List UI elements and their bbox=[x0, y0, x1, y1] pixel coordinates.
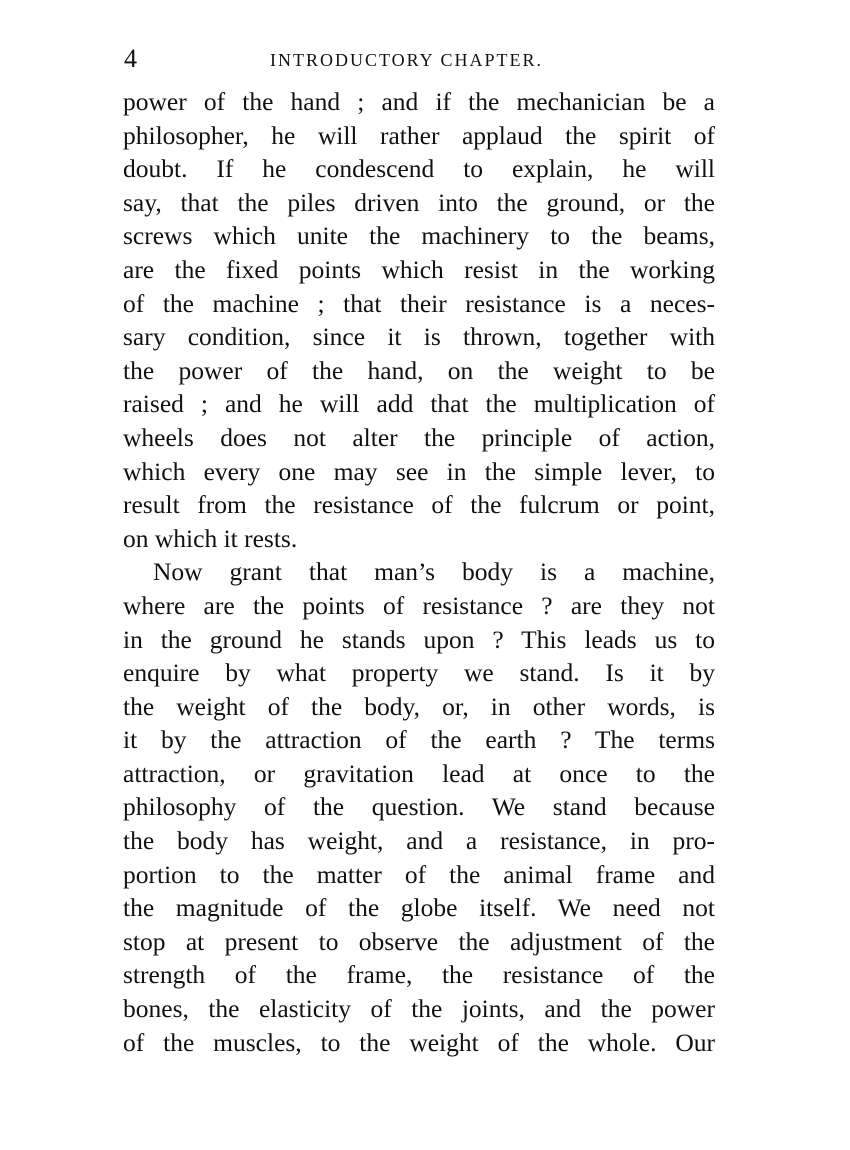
text-line: bones, the elasticity of the joints, and the power bbox=[123, 994, 715, 1024]
text-line: raised ; and he will add that the multiplication of bbox=[123, 389, 715, 419]
text-line: of the machine ; that their resistance is a neces- bbox=[123, 288, 715, 318]
text-line: enquire by what property we stand. Is it by bbox=[123, 658, 715, 688]
text-line: philosophy of the question. We stand because bbox=[123, 792, 715, 822]
page-number: 4 bbox=[124, 44, 137, 73]
chapter-title: INTRODUCTORY CHAPTER. bbox=[270, 50, 544, 70]
text-line: in the ground he stands upon ? This leads us to bbox=[123, 624, 715, 654]
text-line: the weight of the body, or, in other words, is bbox=[123, 691, 715, 721]
text-line: say, that the piles driven into the ground, or the bbox=[123, 187, 715, 217]
text-line: are the fixed points which resist in the working bbox=[123, 254, 715, 284]
text-line: result from the resistance of the fulcrum or point, bbox=[123, 490, 715, 520]
text-line: power of the hand ; and if the mechanician be a bbox=[123, 87, 715, 116]
text-line: philosopher, he will rather applaud the spirit of bbox=[123, 120, 715, 150]
text-line: the power of the hand, on the weight to be bbox=[123, 355, 715, 385]
paragraph-end-line: on which it rests. bbox=[123, 523, 298, 553]
paragraph-first-line: Now grant that man’s body is a machine, bbox=[153, 557, 715, 587]
text-line: portion to the matter of the animal frame and bbox=[123, 859, 715, 889]
text-line: the magnitude of the globe itself. We need not bbox=[123, 893, 715, 923]
text-line: screws which unite the machinery to the beams, bbox=[123, 221, 715, 251]
text-line: the body has weight, and a resistance, in pro- bbox=[123, 826, 715, 856]
text-line: wheels does not alter the principle of action, bbox=[123, 422, 715, 452]
text-line: which every one may see in the simple lever, to bbox=[123, 456, 715, 486]
body-text bbox=[123, 85, 715, 1059]
text-line: it by the attraction of the earth ? The terms bbox=[123, 725, 715, 755]
text-line: strength of the frame, the resistance of the bbox=[123, 960, 715, 990]
text-line: doubt. If he condescend to explain, he will bbox=[123, 154, 715, 184]
text-line: sary condition, since it is thrown, together with bbox=[123, 322, 715, 352]
text-line: attraction, or gravitation lead at once to the bbox=[123, 758, 715, 788]
text-line: stop at present to observe the adjustment of the bbox=[123, 926, 715, 956]
running-head bbox=[124, 44, 716, 74]
text-line: where are the points of resistance ? are they not bbox=[123, 590, 715, 620]
text-line: of the muscles, to the weight of the whole. Our bbox=[123, 1027, 715, 1057]
